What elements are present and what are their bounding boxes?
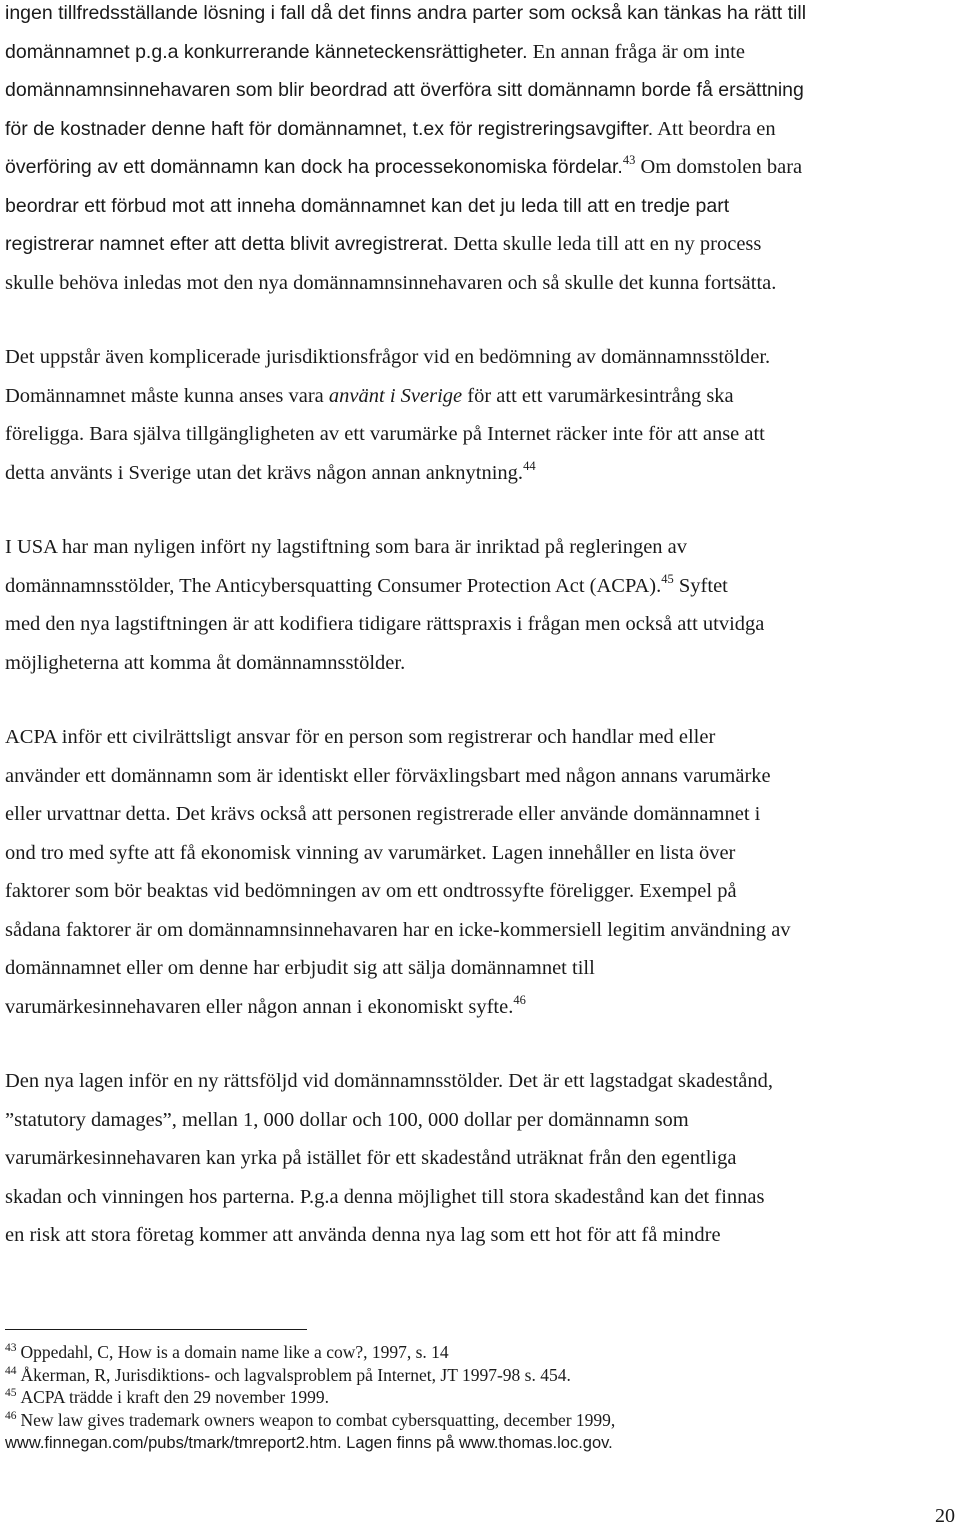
text-line: I USA har man nyligen infört ny lagstiftning som bara är inriktad på regleringen av xyxy=(5,536,688,558)
paragraph-3 xyxy=(5,528,955,682)
text-line xyxy=(5,148,955,187)
footnote-divider xyxy=(5,1329,307,1330)
paragraph-gap xyxy=(5,1026,955,1062)
page-number: 20 xyxy=(935,1505,955,1527)
text-line: varumärkesinnehavaren kan yrka på istället för ett skadestånd uträknat från den egentliga xyxy=(5,1147,737,1169)
paragraph-gap xyxy=(5,682,955,718)
text-span: för att ett varumärkesintrång ska xyxy=(462,384,734,407)
text-span: Om domstolen bara xyxy=(635,156,803,178)
text-line xyxy=(5,225,955,264)
text-span: domännamnet p.g.a konkurrerande känneteckensrättigheter. xyxy=(5,40,528,63)
text-line: Det uppstår även komplicerade jurisdiktionsfrågor vid en bedömning av domännamnsstölder. xyxy=(5,346,771,368)
text-line: sådana faktorer är om domännamnsinnehavaren har en icke-kommersiell legitim användning av xyxy=(5,918,791,941)
footnote-number: 45 xyxy=(5,1387,17,1399)
footnote-43 xyxy=(5,1341,955,1364)
paragraph-gap xyxy=(5,492,955,528)
text-line: domännamnet eller om denne har erbjudit sig att sälja domännamnet till xyxy=(5,957,595,979)
text-line: med den nya lagstiftningen är att kodifiera tidigare rättspraxis i frågan men också att utvidga xyxy=(5,613,765,635)
text-line xyxy=(5,377,955,416)
text-line xyxy=(5,33,955,72)
footnote-number: 46 xyxy=(5,1409,17,1422)
text-span: Syftet xyxy=(673,574,728,597)
footnote-text: New law gives trademark owners weapon to combat cybersquatting, december 1999, xyxy=(20,1409,616,1430)
footnote-text: Åkerman, R, Jurisdiktions- och lagvalsproblem på Internet, JT 1997-98 s. 454. xyxy=(20,1364,571,1385)
text-line xyxy=(5,834,955,873)
text-span: Det krävs också att personen registrerade eller använde domännamnet i xyxy=(170,803,761,825)
footnote-ref: 46 xyxy=(513,992,526,1007)
text-line xyxy=(5,988,955,1027)
text-span: Det är ett lagstadgat skadestånd, xyxy=(503,1070,773,1092)
footnote-text: Lagen finns på www.thomas.loc.gov. xyxy=(341,1434,613,1452)
text-line: ACPA inför ett civilrättsligt ansvar för en person som registrerar och handlar med eller xyxy=(5,726,716,748)
text-line xyxy=(5,795,955,834)
text-span: Att beordra en xyxy=(653,117,776,140)
paragraph-5 xyxy=(5,1062,955,1255)
text-span: för de kostnader denne haft för domännamnet, t.ex för registreringsavgifter. xyxy=(5,117,654,140)
text-span: registrerar namnet efter att detta blivit avregistrerat. xyxy=(5,233,449,255)
footnote-link-text: www.finnegan.com/pubs/tmark/tmreport2.htm. xyxy=(5,1434,342,1452)
text-line xyxy=(5,110,955,149)
text-span: detta använts i Sverige utan det krävs någon annan anknytning. xyxy=(5,461,524,484)
text-line: ”statutory damages”, mellan 1, 000 dollar och 100, 000 dollar per domännamn som xyxy=(5,1108,689,1131)
text-span: Exempel på xyxy=(634,880,737,902)
document-page xyxy=(5,0,955,1255)
text-span: domännamnsstölder, The Anticybersquatting Consumer Protection Act (ACPA). xyxy=(5,574,662,597)
footnotes xyxy=(5,1341,955,1455)
text-span: föreligga. xyxy=(5,423,85,445)
footnote-text: ACPA trädde i kraft den 29 november 1999. xyxy=(20,1387,329,1407)
footnote-number: 44 xyxy=(5,1364,17,1377)
text-span: Lagen innehåller en lista över xyxy=(486,841,736,864)
text-span: överföring av ett domännamn kan dock ha processekonomiska fördelar. xyxy=(5,156,623,178)
text-span: Bara själva tillgängligheten av ett varumärke på Internet räcker inte för att anse att xyxy=(84,423,765,445)
paragraph-4 xyxy=(5,718,955,1026)
text-line xyxy=(5,567,955,606)
footnote-ref: 43 xyxy=(622,153,636,167)
text-span: Den nya lagen inför en ny rättsföljd vid domännamnsstölder. xyxy=(5,1070,504,1092)
text-line xyxy=(5,1062,955,1101)
text-line xyxy=(5,454,955,493)
paragraph-2 xyxy=(5,338,955,492)
text-span: eller urvattnar detta. xyxy=(5,803,171,825)
paragraph-1 xyxy=(5,0,955,302)
text-line: domännamnsinnehavaren som blir beordrad att överföra sitt domännamn borde få ersättning xyxy=(5,79,804,101)
footnote-ref: 44 xyxy=(523,458,536,473)
footnote-ref: 45 xyxy=(661,571,674,586)
text-line: använder ett domännamn som är identiskt eller förväxlingsbart med någon annans varumärke xyxy=(5,764,771,787)
footnote-44 xyxy=(5,1364,955,1387)
footnote-46 xyxy=(5,1409,955,1432)
text-line: en risk att stora företag kommer att använda denna nya lag som ett hot för att få mindre xyxy=(5,1224,721,1246)
footnote-45 xyxy=(5,1386,955,1409)
text-span: Domännamnet måste kunna anses vara xyxy=(5,384,329,407)
text-span: varumärkesinnehavaren eller någon annan i ekonomiskt syfte. xyxy=(5,995,514,1018)
text-line: möjligheterna att komma åt domännamnsstölder. xyxy=(5,651,406,674)
text-line: beordrar ett förbud mot att inneha domännamnet kan det ju leda till att en tredje part xyxy=(5,194,730,217)
emphasis-text: använt i Sverige xyxy=(328,384,463,407)
footnote-text: Oppedahl, C, How is a domain name like a cow?, 1997, s. 14 xyxy=(20,1342,449,1362)
text-line xyxy=(5,415,955,454)
text-span: En annan fråga är om inte xyxy=(527,40,745,63)
text-line: skulle behöva inledas mot den nya domännamnsinnehavaren och så skulle det kunna fortsätta. xyxy=(5,271,777,294)
text-span: ond tro med syfte att få ekonomisk vinning av varumärket. xyxy=(5,841,487,864)
paragraph-gap xyxy=(5,302,955,338)
text-span: faktorer som bör beaktas vid bedömningen av om ett ondtrossyfte föreligger. xyxy=(5,880,635,902)
footnote-number: 43 xyxy=(5,1342,17,1354)
text-line: skadan och vinningen hos parterna. P.g.a denna möjlighet till stora skadestånd kan det finnas xyxy=(5,1185,765,1208)
text-span: Detta skulle leda till att en ny process xyxy=(448,233,762,255)
text-line: ingen tillfredsställande lösning i fall då det finns andra parter som också kan tänkas ha rätt till xyxy=(5,2,807,24)
text-line xyxy=(5,872,955,911)
footnote-46-continued xyxy=(5,1431,955,1455)
